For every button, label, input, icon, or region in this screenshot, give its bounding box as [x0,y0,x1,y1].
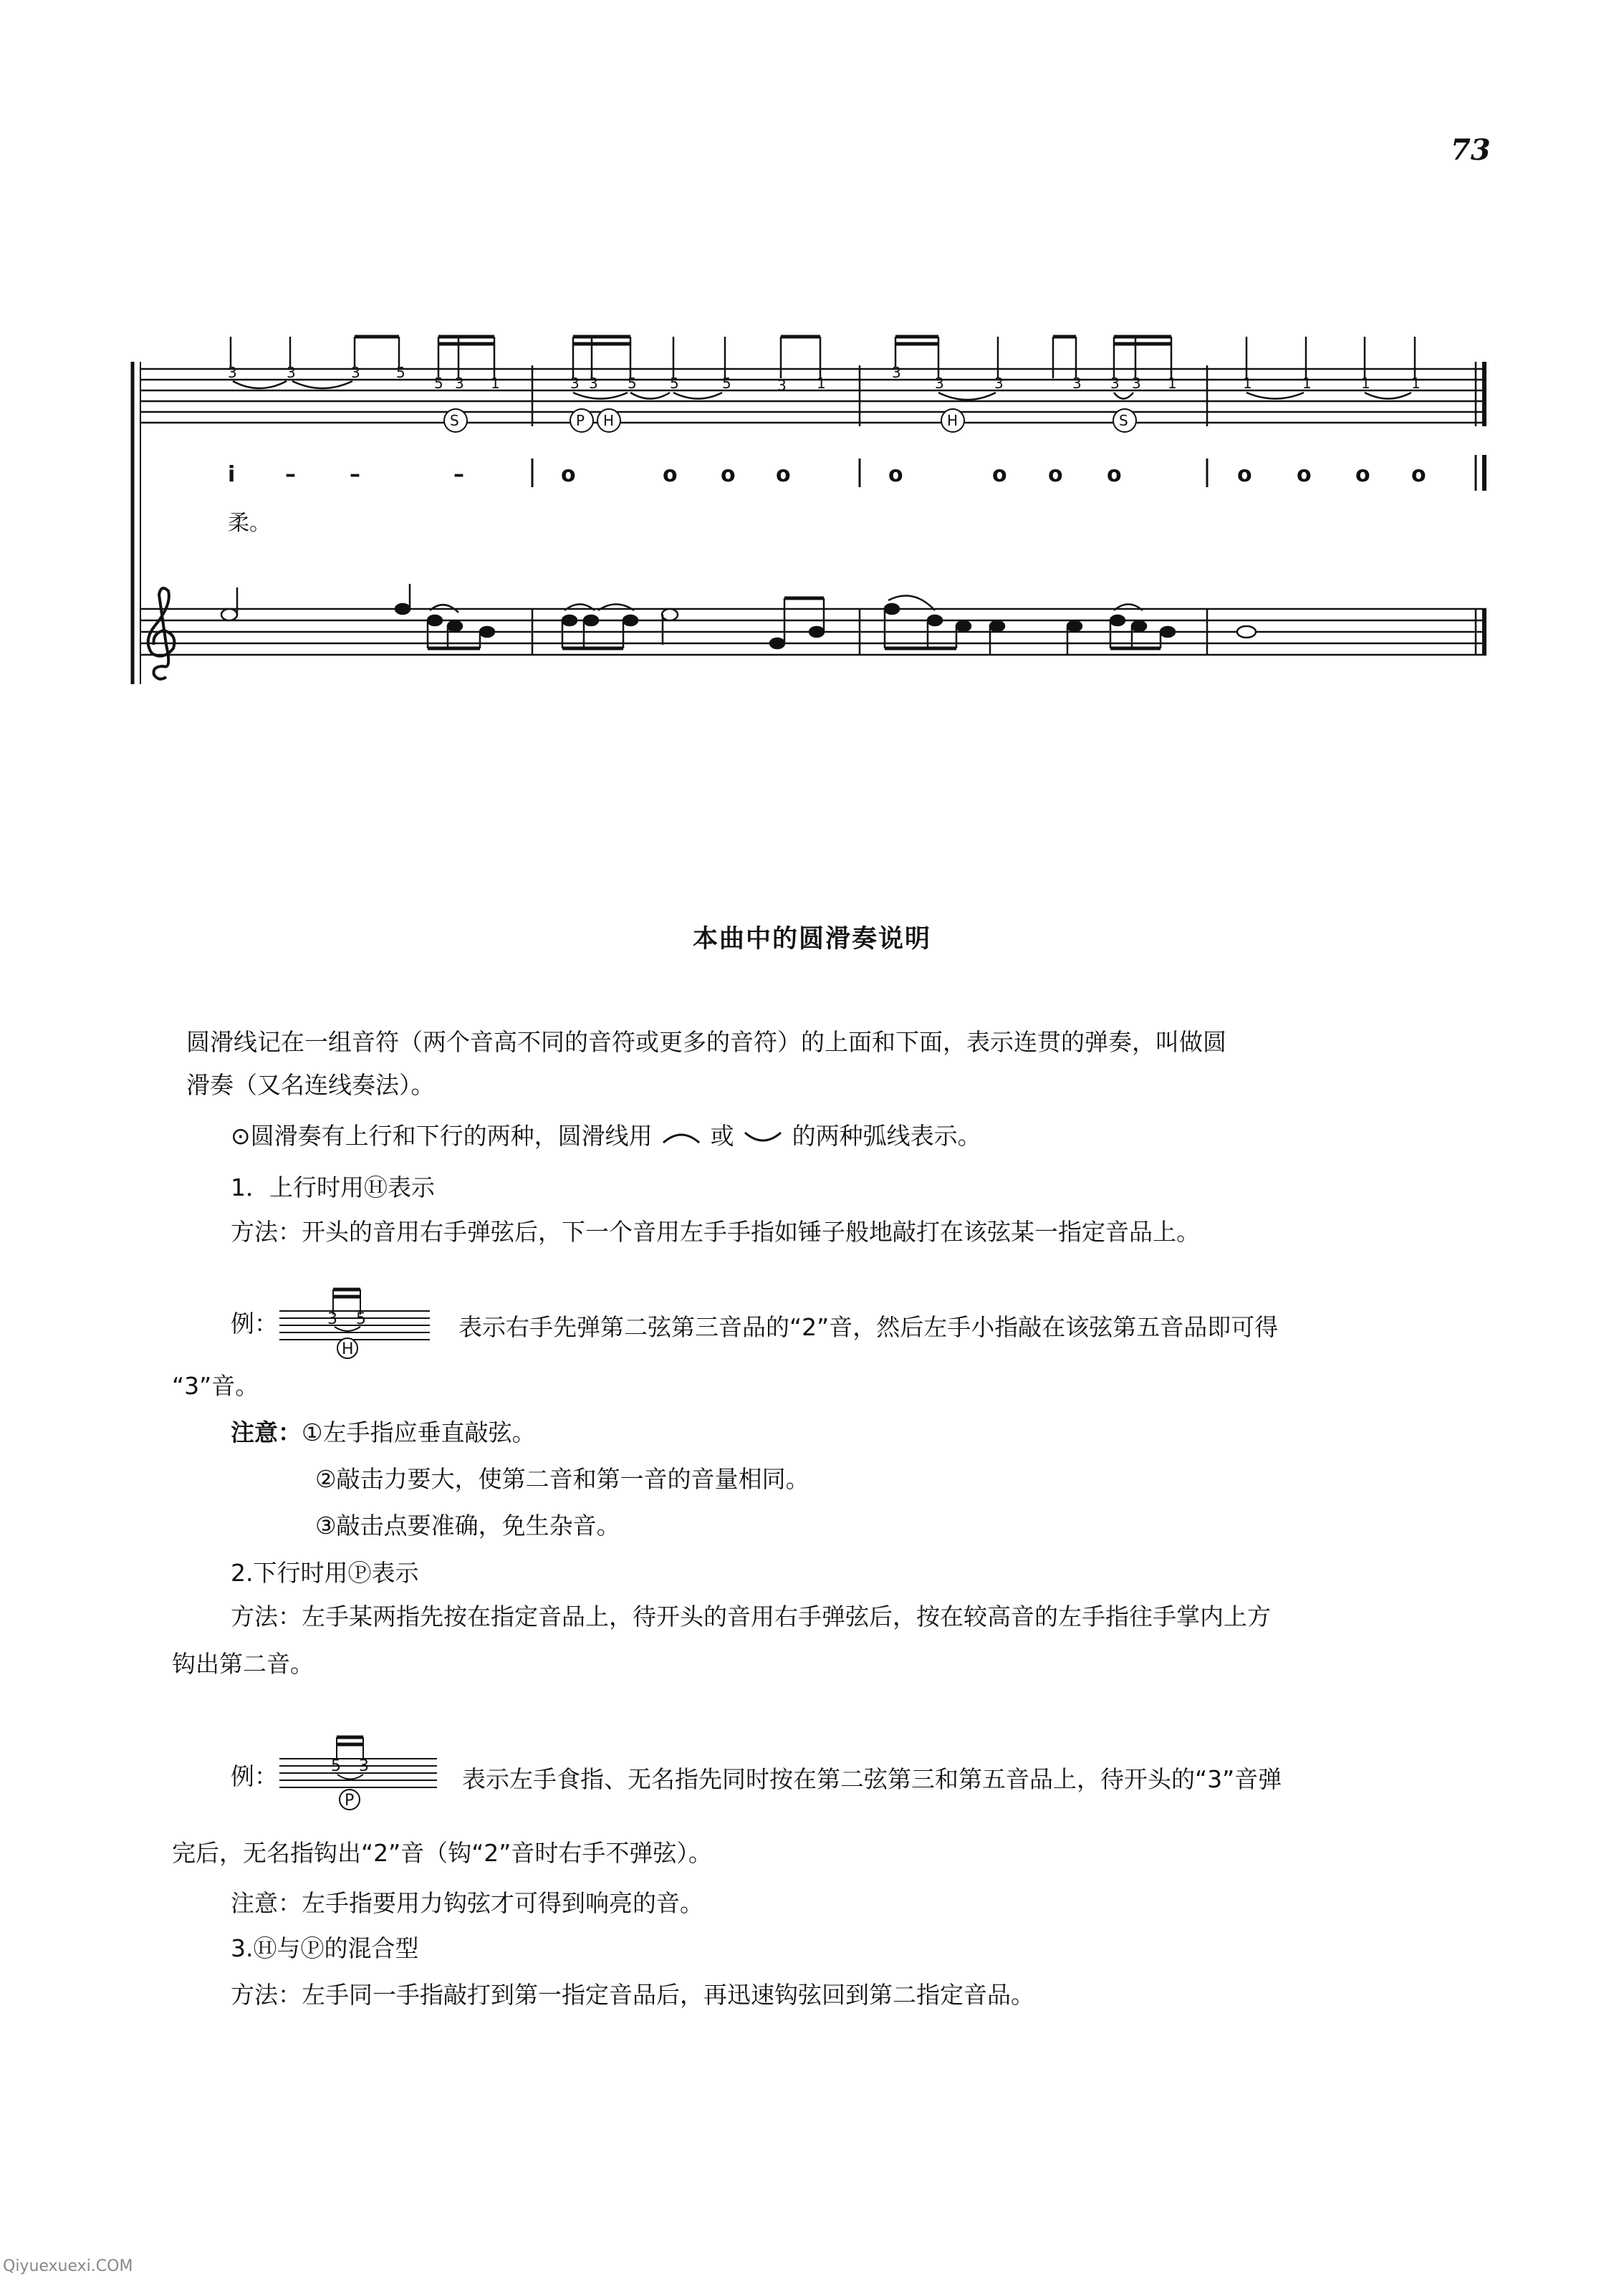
svg-text:1: 1 [1302,375,1312,392]
svg-text:1: 1 [1411,375,1421,392]
example-1-text-cont: “3”音。 [172,1372,259,1400]
example-2-tab [276,1726,441,1812]
svg-text:o: o [1411,462,1426,487]
svg-text:o: o [1107,462,1122,487]
note-b: 注意：左手指要用力钩弦才可得到响亮的音。 [231,1889,703,1917]
music-score [0,0,1624,716]
item-2-heading: 2.下行时用Ⓟ表示 [231,1559,419,1587]
svg-text:–: – [350,462,360,487]
svg-text:o: o [721,462,736,487]
svg-text:o: o [561,462,576,487]
page-number: 73 [1451,133,1491,167]
slide-mark: S [450,412,459,429]
watermark: Qiyuexuexi.COM [3,2257,133,2275]
svg-text:3: 3 [359,1757,369,1775]
svg-text:–: – [285,462,296,487]
item-3-method: 方法：左手同一手指敲打到第一指定音品后，再迅速钩弦回到第二指定音品。 [231,1981,1034,2009]
svg-text:3: 3 [994,375,1004,392]
note-3: ③敲击点要准确，免生杂音。 [315,1512,620,1540]
svg-text:3: 3 [777,377,787,394]
intro-line-1: 圆滑线记在一组音符（两个音高不同的音符或更多的音符）的上面和下面，表示连贯的弹奏，叫做圆 [186,1028,1226,1056]
item-2-method-2: 钩出第二音。 [172,1650,314,1678]
svg-text:o: o [1237,462,1252,487]
treble-clef-icon [148,588,175,679]
svg-text:3: 3 [287,364,296,381]
example-2-label: 例： [231,1762,278,1790]
example-1-tab [276,1282,433,1361]
hammer-on-mark: H [947,412,958,429]
svg-text:5: 5 [434,375,443,392]
svg-text:P: P [345,1792,355,1810]
svg-text:5: 5 [628,375,637,392]
svg-text:3: 3 [935,375,944,392]
svg-text:3: 3 [570,375,580,392]
example-1-text: 表示右手先弹第二弦第三音品的“2”音，然后左手小指敲在该弦第五音品即可得 [458,1313,1279,1341]
item-3-heading: 3.Ⓗ与Ⓟ的混合型 [231,1934,419,1962]
tab-stems [231,337,1415,378]
section-title: 本曲中的圆滑奏说明 [692,925,931,954]
svg-text:5: 5 [396,364,405,381]
example-2-text-cont: 完后，无名指钩出“2”音（钩“2”音时右手不弹弦）。 [172,1839,712,1867]
svg-text:3: 3 [892,364,901,381]
svg-text:3: 3 [1132,375,1141,392]
svg-text:o: o [1297,462,1312,487]
svg-text:5: 5 [722,375,731,392]
svg-text:1: 1 [817,375,826,392]
svg-text:3: 3 [228,364,237,381]
svg-text:1: 1 [1361,375,1370,392]
note-1: 注意：①左手指应垂直敲弦。 [231,1418,536,1446]
svg-text:1: 1 [1168,375,1177,392]
slide-mark: S [1119,412,1128,429]
svg-text:3: 3 [1110,375,1120,392]
svg-text:–: – [453,462,464,487]
numbered-notation [228,462,1426,487]
svg-text:1: 1 [491,375,500,392]
svg-text:o: o [663,462,678,487]
example-2-text: 表示左手食指、无名指先同时按在第二弦第三和第五音品上，待开头的“3”音弹 [462,1765,1282,1793]
svg-text:3: 3 [327,1310,337,1328]
svg-text:5: 5 [356,1310,366,1328]
hammer-on-mark: H [603,412,615,429]
svg-text:o: o [992,462,1007,487]
system-bracket [133,362,140,684]
svg-text:3: 3 [589,375,598,392]
svg-text:5: 5 [331,1757,341,1775]
svg-text:o: o [1355,462,1370,487]
tab-staff [140,369,1486,423]
svg-text:3: 3 [1072,375,1082,392]
svg-text:3: 3 [351,364,360,381]
item-2-method-1: 方法：左手某两指先按在指定音品上，待开头的音用右手弹弦后，按在较高音的左手指往手掌内上方 [231,1603,1271,1631]
pull-off-mark: P [576,412,585,429]
svg-text:o: o [1048,462,1063,487]
svg-text:3: 3 [455,375,464,392]
example-1-label: 例： [231,1310,278,1337]
note-2: ②敲击力要大，使第二音和第一音的音量相同。 [315,1465,809,1493]
upper-arc-icon [660,1127,703,1148]
intro-line-2: 滑奏（又名连线奏法）。 [186,1071,435,1099]
svg-text:o: o [888,462,903,487]
svg-text:i: i [228,462,236,487]
svg-text:5: 5 [670,375,679,392]
lyric-text: 柔。 [228,511,271,536]
lower-arc-icon [741,1127,784,1148]
arcs-line: ⊙圆滑奏有上行和下行的两种，圆滑线用 或 的两种弧线表示。 [231,1122,981,1150]
svg-text:H: H [342,1340,354,1358]
svg-text:1: 1 [1243,375,1252,392]
svg-text:o: o [776,462,791,487]
item-1-heading: 1．上行时用Ⓗ表示 [231,1173,435,1201]
item-1-method: 方法：开头的音用右手弹弦后，下一个音用左手手指如锤子般地敲打在该弦某一指定音品上。 [231,1218,1200,1246]
